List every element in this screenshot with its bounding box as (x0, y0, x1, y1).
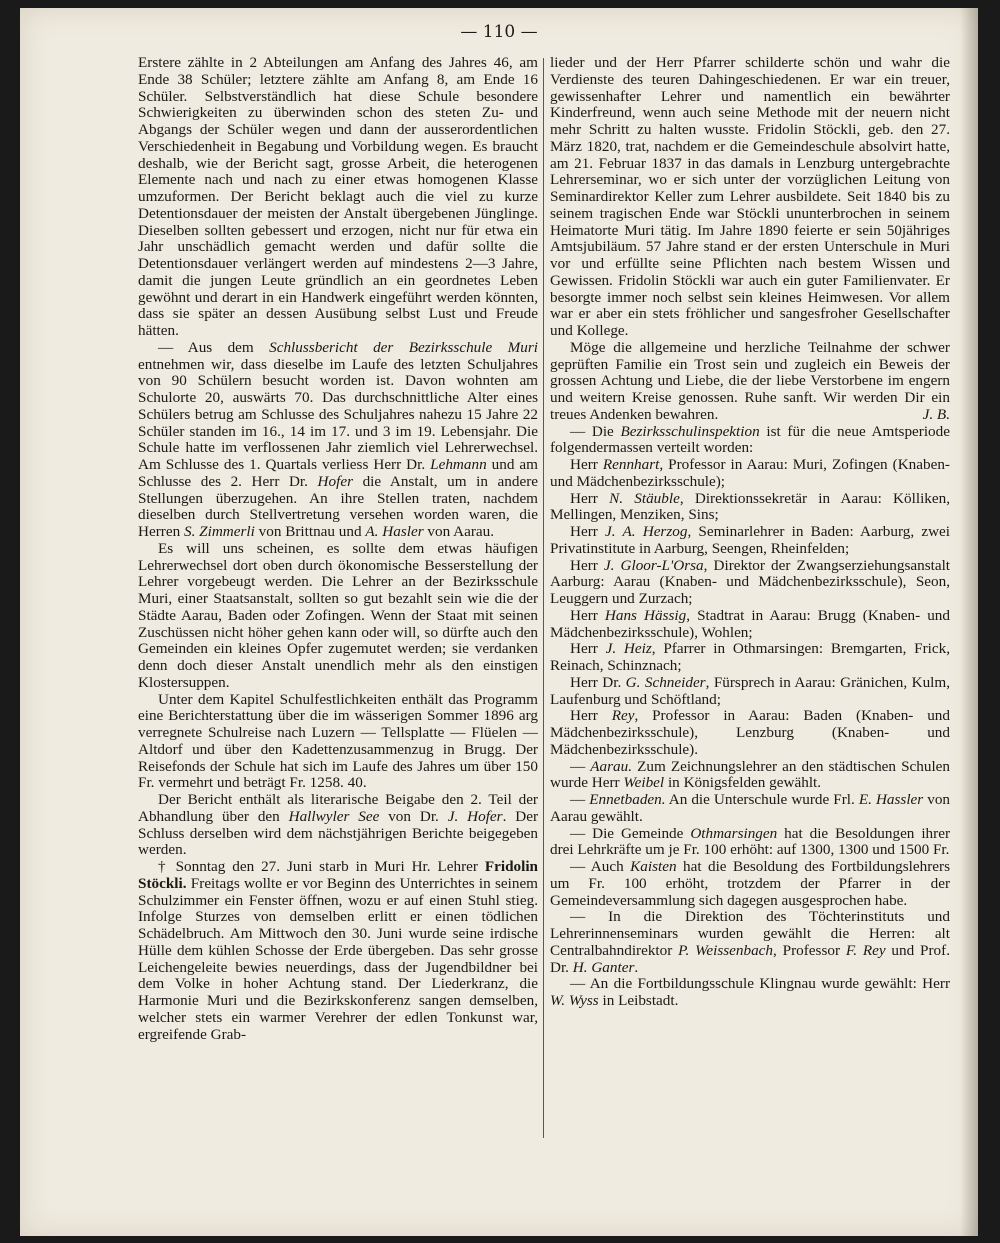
text-run: ist für die neue Amtsperiode folgendermassen verteilt worden: (550, 422, 950, 457)
text-run: , Direktionssekretär in Aarau: Kölliken, Mellingen, Menziken, Sins; (550, 489, 951, 524)
inspector-entry (550, 491, 950, 525)
italic-title: Hallwyler See (288, 807, 380, 825)
italic-name: Weibel (623, 774, 665, 792)
text-run: von Brittnau und (254, 523, 366, 540)
text-run: und Prof. Dr. (550, 941, 951, 976)
text-run: entnehmen wir, dass dieselbe im Laufe des letzten Schuljahres von 90 Schülern besucht worden ist. Davon wohnten am Schulorte 20, auswärts 70. Das durchschnittliche Alter eines Schülers betrug am Schlusse des Schuljahres nahezu 15 Jahre 22 Schüler standen im 16., 14 im 17. und 3 im 19. Lebensjahr. Die Schule hatte im verflossenen Jahr ziemlich viel Lehrerwechsel. Am Schlusse des 1. Quartals verliess Herr Dr. (138, 355, 538, 473)
italic-place: Othmarsingen (690, 824, 778, 842)
text-run: Herr (570, 707, 612, 725)
text-run: , Pfarrer in Othmarsingen: Bremgarten, Frick, Reinach, Schinznach; (550, 640, 951, 674)
text-run: — Die (570, 422, 621, 440)
paragraph-nekrolog-continued: lieder und der Herr Pfarrer schilderte schön und wahr die Verdienste des teuren Dahingeschiedenen. Er war ein treuer, gewissenhafter Lehrer und namentlich ein bewährter Kinderfreund, wenn auch seine Methode mit der neuern nicht mehr Schritt zu halten wusste. Fridolin Stöckli, geb. den 27. März 1820, trat, nachdem er die Gemeindeschule absolvirt hatte, am 21. Februar 1837 in das damals in Lenzburg untergebrachte Lehrerseminar, wo er sich unter der vorzüglichen Leitung von Seminardirektor Keller zum Lehrer ausbildete. Seit 1840 bis zu seinem tragischen Ende war Stöckli ununterbrochen in seinem Heimatorte Muri tätig. Im Jahre 1890 feierte er sein 50jähriges Amtsjubiläum. 57 Jahre stand er der ersten Unterschule in Muri vor und erfüllte seine Pflichten nach bestem Wissen und Gewissen. Fridolin Stöckli war auch ein guter Familienvater. Er besorgte immer noch selbst sein kleines Heimwesen. Vor allem war er aber ein stets fröhlicher und sangesfroher Gesellschafter und Kollege. (550, 54, 950, 339)
text-run: die Anstalt, um in andere Stellungen überzugehen. An ihre Stellen traten, nachdem dieselben durch Stellvertretung versehen worden waren, die Herren (138, 472, 538, 540)
inspector-entry (550, 608, 950, 642)
text-run: von Aarau. (423, 523, 495, 540)
italic-name: G. Schneider (625, 673, 706, 691)
text-run: Herr (570, 556, 604, 574)
column-divider (543, 58, 544, 1138)
italic-name: J. Heiz (605, 640, 652, 658)
inspector-entry (550, 675, 950, 709)
italic-name: J. A. Herzog (605, 523, 688, 540)
paragraph-kaisten (550, 859, 950, 909)
italic-name: P. Weissenbach (678, 941, 774, 959)
text-run: hat die Besoldungen ihrer drei Lehrkräfte um je Fr. 100 erhöht: auf 1300, 1300 und 1500 Fr. (550, 824, 950, 859)
paragraph-aarau (550, 759, 950, 793)
italic-name: Rey (611, 707, 635, 725)
paragraph-othmarsingen (550, 826, 950, 860)
signature-initials: J. B. (922, 405, 950, 423)
text-run: . Der Schluss derselben wird dem nächstjährigen Berichte beigegeben werden. (138, 807, 538, 859)
italic-name: Hofer (317, 472, 353, 490)
italic-name: Lehmann (430, 456, 487, 473)
page-edge-shadow (960, 8, 978, 1236)
paragraph-beigabe (138, 792, 538, 859)
left-column (138, 55, 538, 1043)
text-run: Herr (570, 606, 605, 624)
text-run: — Auch (570, 858, 631, 875)
text-run: Herr (570, 640, 606, 658)
text-run: An die Unterschule wurde Frl. (665, 791, 859, 808)
text-run: hat die Besoldung des Fortbildungslehrers um Fr. 100 erhöht, trotzdem der Pfarrer in der Gemeindeversammlung sich dagegen ausgesprochen habe. (550, 858, 951, 909)
italic-name: W. Wyss (550, 992, 599, 1009)
text-run: — Aus dem (158, 338, 270, 356)
paragraph-toechterinstitut (550, 909, 950, 976)
text-run: , Professor in Aarau: Muri, Zofingen (Knaben- und Mädchenbezirksschule); (550, 456, 950, 490)
text-run: Herr (570, 523, 606, 540)
italic-name: J. Gloor-L'Orsa (603, 556, 704, 574)
italic-name: Hans Hässig (604, 606, 687, 624)
text-run: , Professor (773, 941, 846, 959)
text-run: Der Bericht enthält als literarische Beigabe den 2. Teil der Abhandlung über den (138, 791, 538, 825)
text-run: von Aarau gewählt. (550, 791, 951, 825)
text-run: von Dr. (379, 807, 448, 825)
paragraph-condolence (550, 340, 950, 424)
text-run: — An die Fortbildungsschule Klingnau wurde gewählt: Herr (570, 975, 950, 993)
text-run: , Stadtrat in Aarau: Brugg (Knaben- und Mädchenbezirksschule), Wohlen; (550, 606, 950, 641)
text-run: Herr (570, 456, 603, 473)
text-run: — (570, 791, 590, 808)
italic-name: J. Hofer (447, 807, 503, 825)
paragraph-bezirksschule-muri (138, 340, 538, 541)
page-number-header: — 110 — (460, 22, 538, 42)
text-run: Zum Zeichnungslehrer an den städtischen Schulen wurde Herr (550, 757, 950, 792)
inspector-entry (550, 558, 950, 608)
text-run: , Professor in Aarau: Baden (Knaben- und Mädchenbezirksschule), Lenzburg (Knaben- und Mädchenbezirksschule). (550, 707, 950, 758)
text-run: Möge die allgemeine und herzliche Teilnahme der schwer geprüften Familie ein Trost sein und zugleich ein Beweis der grossen Achtung und Liebe, die der liebe Verstorbene im engern und weitern Kreise genossen. Ruhe sanft. Wir werden Dir ein treues Andenken bewahren. (550, 338, 950, 423)
paragraph-lehrerwechsel: Es will uns scheinen, es sollte dem etwas häufigen Lehrerwechsel dort oben durch ökonomische Besserstellung der Lehrer vorgebeugt werden. Die Lehrer an der Bezirksschule Muri, einer Staatsanstalt, sollten so gut bezahlt sein wie die der Städte Aarau, Baden oder Zofingen. Wenn der Staat mit seinen Zuschüssen nicht höher gehen kann oder will, so dürfte auch den Gemeinden ein kleines Opfer zugemutet werden; sie verdanken denn doch dieser Anstalt unendlich mehr als den einstigen Klostersuppen. (138, 539, 538, 691)
text-run: , Direktor der Zwangserziehungsanstalt Aarburg: Aarau (Knaben- und Mädchenbezirksschule), Seon, Leuggern und Zurzach; (550, 556, 951, 607)
italic-place: Ennetbaden. (589, 791, 666, 808)
document-page (20, 8, 978, 1236)
text-run: Herr (570, 489, 610, 507)
text-run: . (634, 958, 639, 976)
paragraph-klingnau (550, 976, 950, 1010)
bold-name: Fridolin Stöckli. (138, 858, 538, 892)
text-run: , Fürsprech in Aarau: Gränichen, Kulm, Laufenburg und Schöftland; (550, 673, 950, 708)
paragraph-schulfestlichkeiten: Unter dem Kapitel Schulfestlichkeiten enthält das Programm eine Berichterstattung über die im wässerigen Sommer 1896 arg verregnete Schulreise nach Luzern — Tellsplatte — Flüelen — Altdorf und über den Kadettenzusammenzug in Brugg. Der Reisefonds der Schule hat sich im Laufe des Jahres um über 150 Fr. vermehrt und beträgt Fr. 1258. 40. (138, 690, 538, 792)
inspector-entry (550, 524, 950, 558)
italic-title: Schlussbericht der Bezirksschule Muri (269, 338, 538, 356)
text-run: in Leibstadt. (598, 992, 679, 1009)
text-run: — In die Direktion des Töchterinstituts und Lehrerinnenseminars wurden gewählt die Herren: alt Centralbahndirektor (550, 908, 950, 959)
italic-place: Kaisten (630, 858, 677, 875)
paragraph-ennetbaden (550, 792, 950, 826)
inspector-entry (550, 708, 950, 758)
italic-name: S. Zimmerli (183, 523, 255, 540)
text-run: Freitags wollte er vor Beginn des Unterrichtes in seinem Schulzimmer ein Fenster öffnen, wozu er auf einen Stuhl stieg. Infolge Sturzes von demselben erlitt er einen tödlichen Schädelbruch. Am Mittwoch den 30. Juni wurde seine irdische Hülle dem kühlen Schosse der Erde übergeben. Das sehr grosse Leichengeleite bewies neuerdings, dass der Jugendbildner bei dem Volke in hoher Achtung stand. Der Liederkranz, die Harmonie Muri und die Bezirkskonferenz sangen demselben, welcher stets ein warmer Verehrer der edlen Tonkunst war, ergreifende Grab- (138, 874, 538, 1043)
text-run: und am Schlusse des 2. Herr Dr. (138, 456, 538, 490)
italic-name: A. Hasler (365, 523, 424, 540)
text-run: — (570, 757, 591, 775)
italic-place: Aarau. (590, 757, 633, 775)
text-run: , Seminarlehrer in Baden: Aarburg, zwei Privatinstitute in Aarburg, Seengen, Rheinfelden; (550, 523, 950, 557)
italic-title: Bezirksschulinspektion (620, 422, 760, 440)
paragraph-inspektion (550, 424, 950, 458)
text-run: — Die Gemeinde (570, 824, 691, 842)
text-run: in Königsfelden gewählt. (664, 774, 822, 792)
text-run: † Sonntag den 27. Juni starb in Muri Hr. Lehrer (158, 858, 485, 875)
italic-name: Rennhart (602, 456, 660, 473)
italic-name: E. Hassler (858, 791, 924, 808)
paragraph-nekrolog (138, 859, 538, 1043)
inspector-entry (550, 457, 950, 491)
italic-name: F. Rey (845, 941, 886, 959)
paragraph-zwangserziehung: Erstere zählte in 2 Abteilungen am Anfang des Jahres 46, am Ende 38 Schüler; letztere zählte am Anfang 8, am Ende 16 Schüler. Selbstverständlich hat diese Schule besondere Schwierigkeiten zu überwinden schon des steten Zu- und Abgangs der Schüler wegen und dann der ausserordentlichen Verschiedenheit in Begabung und Vorbildung wegen. Es braucht deshalb, wie der Bericht sagt, grosse Arbeit, die heterogenen Elemente nach und nach zu einer etwas homogenen Klasse umzuformen. Der Bericht beklagt auch die viel zu kurze Detentionsdauer der meisten der Anstalt übergebenen Jünglinge. Dieselben sollten gebessert und erzogen, nicht nur für etwa ein Jahr unschädlich gemacht werden und dafür sollte die Detentionsdauer verlängert werden auf mindestens 2—3 Jahre, damit die jungen Leute gründlich an ein geordnetes Leben gewöhnt und derart in ein Handwerk eingeführt werden könnten, dass sie später an dessen Ausübung selbst Lust und Freude hätten. (138, 54, 538, 339)
inspector-entry (550, 641, 950, 675)
italic-name: H. Ganter (572, 958, 635, 976)
italic-name: N. Stäuble (609, 489, 680, 507)
right-column (550, 55, 950, 1010)
text-run: Herr Dr. (570, 673, 626, 691)
